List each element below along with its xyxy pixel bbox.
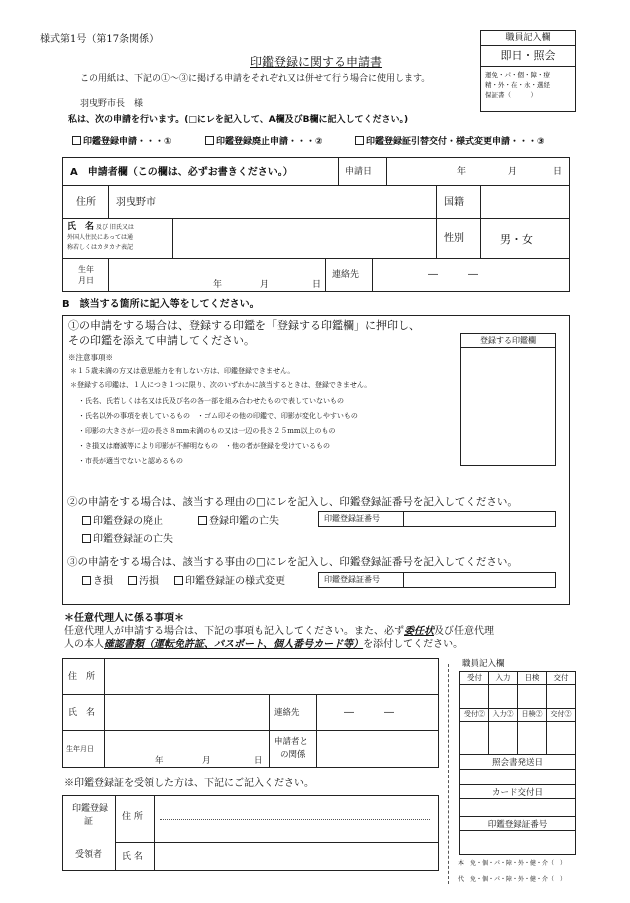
option-label: 印鑑登録申請・・・① — [83, 137, 172, 147]
note: ・き損又は磨滅等により印影が不鮮明なもの ・他の者が登録を受けているもの — [78, 442, 330, 450]
staff-cell: 受付 — [467, 673, 482, 682]
proxy-line1: 任意代理人が申請する場合は、下記の事項も記入してください。また、必ず委任状及び任意代理 — [64, 626, 494, 637]
staff-ids-2: 精・外・在・永・選経 — [485, 81, 550, 89]
birth-month: 月 — [260, 280, 270, 290]
receipt-name-input[interactable] — [155, 844, 438, 870]
staff-ids-3: 保証書（ ） — [485, 91, 537, 99]
proxy-line2: 人の本人確認書類（運転免許証、パスポート、個人番号カード等）を添付してください。 — [64, 639, 464, 650]
request-option-3[interactable] — [355, 136, 545, 147]
page-title: 印鑑登録に関する申請書 — [250, 55, 383, 69]
staff-cell: 日検 — [524, 673, 540, 682]
seal-box-label: 登録する印鑑欄 — [461, 334, 555, 348]
proxy-heading: ＊任意代理人に係る事項＊ — [64, 613, 184, 624]
note: ・市長が適当でないと認めるもの — [78, 457, 183, 465]
contact-label: 連絡先 — [332, 270, 360, 280]
checkbox[interactable] — [174, 576, 183, 585]
gender-select[interactable]: 男・女 — [500, 233, 533, 246]
proxy-contact-input[interactable]: ― ― — [344, 707, 394, 718]
proxy-relation-input[interactable] — [317, 732, 437, 766]
option-label: 印鑑登録廃止申請・・・② — [216, 137, 323, 147]
reg-no-label: 印鑑登録証番号 — [324, 514, 380, 523]
nationality-label: 国籍 — [444, 197, 464, 208]
note: ＊１５歳未満の方又は意思能力を有しない方は、印鑑登録できません。 — [70, 367, 295, 375]
checkbox[interactable] — [198, 516, 207, 525]
apply-date-field[interactable] — [387, 159, 568, 185]
month-label: 月 — [508, 167, 518, 177]
proxy-birth-label: 生年月日 — [66, 745, 94, 753]
name-input[interactable] — [173, 220, 435, 258]
day-label: 日 — [553, 167, 563, 177]
card-issue-date-label: カード交付日 — [491, 788, 543, 798]
proxy-name-label: 氏 名 — [68, 708, 96, 718]
staff-box-top — [480, 30, 576, 112]
p1-line2: その印鑑を添えて申請してください。 — [68, 334, 255, 347]
staff-cell: 入力 — [495, 673, 511, 682]
name-label: 氏 名 及び 旧氏又は 外国人住民にあっては通 称若しくはカタカナ表記 — [67, 222, 134, 251]
proxy-contact-label: 連絡先 — [274, 708, 300, 718]
year-label: 年 — [457, 167, 467, 177]
birth-year: 年 — [213, 280, 223, 290]
receipt-heading: ※印鑑登録証を受領した方は、下記にご記入ください。 — [64, 778, 314, 789]
inquiry-date-label: 照会書発送日 — [491, 758, 543, 768]
ids-dairi: 代 免・個・パ・障・外・健・介（ ） — [458, 876, 567, 883]
address-label: 住所 — [76, 197, 96, 208]
reg-number-label: 印鑑登録証番号 — [487, 820, 548, 830]
receipt-card-label-2: 証 — [84, 817, 94, 827]
staff-cell: 受付② — [464, 710, 485, 718]
birth-day: 日 — [312, 280, 322, 290]
receipt-address-label: 住 所 — [122, 812, 143, 822]
note: ＊登録する印鑑は、１人につき１つに限り、次のいずれかに該当するときは、登録できません。 — [70, 381, 372, 389]
request-statement: 私は、次の申請を行います。(□にレを記入して、A欄及びB欄に記入してください。) — [68, 115, 409, 125]
proxy-year: 年 — [155, 756, 164, 766]
seal-box[interactable] — [460, 333, 556, 466]
staff-cell: 交付② — [550, 710, 572, 718]
staff-box-main: 即日・照会 — [481, 46, 575, 67]
apply-date-label: 申請日 — [345, 167, 373, 177]
staff-cell: 入力② — [492, 710, 514, 718]
note: ・氏名以外の事項を表しているもの ・ゴム印その他の印鑑で、印影が変化しやすいもの — [78, 412, 358, 420]
staff-box-header: 職員記入欄 — [481, 31, 575, 46]
option-label: 印鑑登録証引替交付・様式変更申請・・・③ — [366, 137, 545, 147]
proxy-relation-label-2: の関係 — [280, 750, 306, 760]
notes-title: ※注意事項※ — [68, 353, 113, 362]
proxy-day: 日 — [254, 756, 263, 766]
ids-honnin: 本 免・個・パ・障・外・健・介（ ） — [458, 860, 567, 867]
proxy-address-label: 住 所 — [68, 672, 96, 682]
note: ・氏名、氏若しくは名又は氏及び名の各一部を組み合わせたもので表していないもの — [78, 397, 344, 405]
reg-no-label: 印鑑登録証番号 — [324, 575, 380, 584]
note: ・印影の大きさが一辺の長さ８mm未満のもの又は一辺の長さ２５mm以上のもの — [78, 427, 336, 435]
section-a-heading: A 申請者欄（この欄は、必ずお書きください。） — [70, 167, 293, 178]
checkbox[interactable] — [355, 136, 364, 145]
checkbox[interactable] — [82, 576, 91, 585]
proxy-birth-input[interactable] — [105, 732, 268, 766]
checkbox[interactable] — [205, 136, 214, 145]
nationality-input[interactable] — [481, 187, 568, 218]
request-option-1[interactable] — [72, 136, 172, 147]
addressee: 羽曳野市長 様 — [80, 99, 144, 109]
form-number: 様式第1号（第17条関係） — [40, 34, 160, 45]
contact-input[interactable]: ― ― — [428, 269, 478, 280]
p3-option-1[interactable]: き損 — [82, 576, 113, 587]
cut-line — [448, 664, 449, 884]
request-option-2[interactable] — [205, 136, 323, 147]
birth-label: 生年 — [78, 265, 94, 274]
p2-option-2[interactable]: 登録印鑑の亡失 — [198, 516, 279, 527]
p2-option-3[interactable]: 印鑑登録証の亡失 — [82, 534, 173, 545]
p3-option-3[interactable]: 印鑑登録証の様式変更 — [174, 576, 285, 587]
birth-label-2: 月日 — [78, 276, 94, 285]
staff-cell: 交付 — [553, 673, 569, 682]
proxy-relation-label: 申請者と — [274, 737, 309, 747]
p2-option-1[interactable]: 印鑑登録の廃止 — [82, 516, 163, 527]
staff-cell: 日検② — [521, 710, 543, 718]
p1-line1: ①の申請をする場合は、登録する印鑑を「登録する印鑑欄」に押印し、 — [68, 319, 420, 332]
staff-right-header: 職員記入欄 — [462, 659, 505, 669]
p2-text: ②の申請をする場合は、該当する理由の□にレを記入し、印鑑登録証番号を記入してください。 — [67, 496, 518, 508]
address-input[interactable]: 羽曳野市 — [116, 197, 156, 208]
receipt-name-label: 氏 名 — [122, 852, 143, 862]
p3-option-2[interactable]: 汚損 — [128, 576, 159, 587]
checkbox[interactable] — [128, 576, 137, 585]
receipt-card-label: 印鑑登録 — [72, 804, 109, 814]
gender-label: 性別 — [444, 233, 464, 244]
proxy-address-input[interactable] — [105, 660, 437, 694]
receipt-address-input[interactable] — [160, 819, 430, 820]
p3-text: ③の申請をする場合は、該当する事由の□にレを記入し、印鑑登録証番号を記入してください。 — [67, 556, 518, 568]
checkbox[interactable] — [72, 136, 81, 145]
intro-text: この用紙は、下記の①〜③に掲げる申請をそれぞれ又は併せて行う場合に使用します。 — [80, 74, 431, 84]
staff-ids-1: 運免・パ・個・障・療 — [485, 71, 550, 79]
proxy-month: 月 — [202, 756, 211, 766]
checkbox[interactable] — [82, 534, 91, 543]
checkbox[interactable] — [82, 516, 91, 525]
proxy-name-input[interactable] — [105, 696, 268, 730]
section-b-heading: B 該当する箇所に記入等をしてください。 — [62, 299, 260, 310]
receiver-label: 受領者 — [75, 850, 103, 860]
